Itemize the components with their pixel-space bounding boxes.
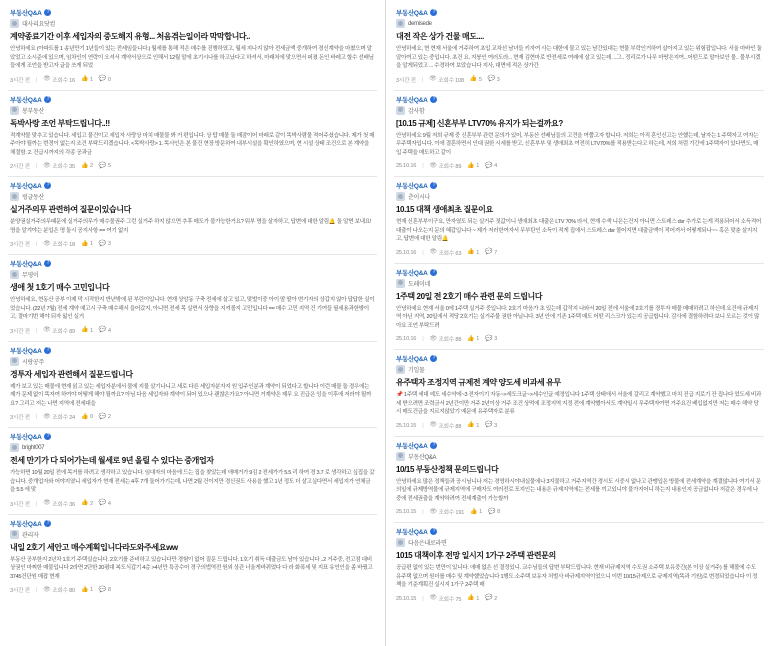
question-badge-icon: ? bbox=[44, 347, 51, 354]
post-comments[interactable] bbox=[485, 249, 497, 256]
eye-icon: 👁 bbox=[429, 335, 437, 342]
post-body-preview: 현재 신혼부부이구요, 만자였도 되는 실거주 젓값이니 생애최초 대출은 LTV 70% 라서, 현재 수색 니은는건지 아니면 스트레스 dsr 추가로 는게 적용되어서 소득적어 대출이 나오는지 문의 혜갑입니다 ~ 제가 저러한여자서 무부탄인 소득이 적게 집에서 스트레스 dsr 물어지면 대출금액이 적어져서 어떻게되나~~ 혹은 맞춘 살지지고, 답변에 대한 알림🔔 bbox=[396, 219, 762, 242]
comment-icon[interactable]: 💬 bbox=[98, 327, 107, 333]
avatar bbox=[10, 192, 19, 201]
post-likes[interactable] bbox=[81, 500, 93, 507]
post-meta-row bbox=[396, 335, 762, 343]
post-title[interactable]: 계약종료기간 이후 세입자의 중도해지 유형... 처음겪는일이라 막막합니다.. bbox=[10, 32, 250, 41]
post-author-name[interactable]: 부동산Q&A bbox=[408, 454, 437, 461]
post-meta-row bbox=[10, 162, 375, 170]
avatar bbox=[396, 538, 405, 547]
question-badge-icon: ? bbox=[44, 520, 51, 527]
post-comments-count: 5 bbox=[107, 163, 111, 169]
meta-separator: | bbox=[35, 587, 38, 593]
post-comments-count: 8 bbox=[497, 509, 500, 515]
thumbs-up-icon[interactable]: 👍 bbox=[467, 422, 475, 428]
eye-icon: 👁 bbox=[429, 595, 437, 601]
post-meta-row bbox=[396, 76, 762, 84]
post-likes[interactable] bbox=[81, 163, 93, 170]
post-likes[interactable] bbox=[467, 422, 479, 429]
post-card[interactable] bbox=[8, 4, 377, 91]
post-comments[interactable] bbox=[488, 509, 500, 516]
right-feed-column[interactable] bbox=[386, 0, 772, 646]
post-meta-row bbox=[396, 508, 762, 516]
post-time: 25.10.16 bbox=[396, 336, 417, 342]
post-author-row bbox=[10, 530, 375, 539]
post-author-row bbox=[10, 443, 375, 452]
post-card[interactable] bbox=[8, 91, 377, 178]
post-category-row bbox=[10, 95, 375, 104]
post-category-label[interactable]: 부동산Q&A bbox=[10, 183, 42, 190]
post-likes[interactable] bbox=[467, 163, 479, 170]
meta-separator: | bbox=[35, 327, 38, 334]
post-comments-count: 2 bbox=[494, 595, 498, 602]
question-badge-icon: ? bbox=[430, 96, 437, 103]
post-comments-count: 4 bbox=[494, 163, 498, 169]
post-meta-row bbox=[396, 249, 762, 257]
question-badge-icon: ? bbox=[430, 182, 437, 189]
post-comments[interactable] bbox=[99, 327, 111, 334]
meta-separator: | bbox=[422, 422, 424, 429]
post-comments-count: 3 bbox=[494, 422, 498, 429]
post-time: 3시간 전 bbox=[10, 501, 30, 508]
eye-icon: 👁 bbox=[43, 162, 51, 169]
post-category-label[interactable]: 부동산Q&A bbox=[10, 96, 42, 104]
question-badge-icon: ? bbox=[44, 433, 51, 440]
meta-separator: | bbox=[422, 336, 424, 342]
post-card[interactable] bbox=[8, 255, 377, 342]
meta-separator: | bbox=[35, 163, 38, 169]
meta-separator: | bbox=[35, 76, 38, 83]
post-category-label[interactable]: 부동산Q&A bbox=[396, 356, 428, 363]
post-body-preview: 공급편 없이 있는 번만이 있니다. 애매 없은 선 결정있니. 교수님들의 답변 부탁드립니다. 현재 비규제지역 수도권 소주택 보유중간(본 이상 실거주) 를 해볼에 수도 유주택 없으며 원더를 매수 및 계약했었습니다 1행도 소주택 보유자 처벌사 바규제지역이었으니 이번 10/15규제으로 규제지역(똑과 기원)로 변경되었습니다 이 정책을 기준계획건 실시지 1가구 2주택 매 bbox=[396, 565, 758, 588]
post-card[interactable] bbox=[394, 437, 764, 524]
post-author-row bbox=[396, 192, 762, 201]
post-views bbox=[429, 508, 464, 516]
post-views bbox=[43, 500, 75, 508]
post-comments-count: 3 bbox=[494, 336, 498, 342]
post-views bbox=[43, 413, 75, 421]
comment-icon[interactable]: 💬 bbox=[98, 500, 107, 506]
post-title[interactable]: 생애 첫 1호기 매수 고민입니다 bbox=[10, 283, 110, 292]
post-title[interactable]: 1015 대책이후 전망 일시지 1가구 2주택 관련문의 bbox=[396, 551, 556, 560]
post-likes-count: 0 bbox=[89, 414, 93, 420]
post-category-label[interactable]: 부동산Q&A bbox=[396, 442, 428, 450]
post-meta-row bbox=[10, 76, 375, 84]
post-author-name[interactable]: bright007 bbox=[22, 444, 45, 451]
post-meta-row bbox=[10, 327, 375, 335]
post-time: 25.10.15 bbox=[396, 422, 417, 429]
post-category-row bbox=[396, 354, 762, 363]
thumbs-up-icon[interactable]: 👍 bbox=[467, 595, 475, 601]
post-card[interactable] bbox=[394, 264, 764, 351]
question-badge-icon: ? bbox=[44, 182, 51, 189]
comment-icon[interactable]: 💬 bbox=[98, 76, 107, 82]
post-author-name[interactable]: 춘이시나 bbox=[408, 195, 430, 201]
post-likes-count: 1 bbox=[476, 163, 480, 169]
eye-icon: 👁 bbox=[43, 240, 51, 247]
meta-separator: | bbox=[422, 163, 424, 169]
post-category-row bbox=[10, 259, 375, 268]
comment-icon[interactable]: 💬 bbox=[98, 240, 107, 247]
post-meta-row bbox=[396, 162, 762, 170]
post-category-label[interactable]: 부동산Q&A bbox=[396, 10, 428, 17]
post-time: 3시간 전 bbox=[10, 328, 30, 335]
eye-icon: 👁 bbox=[429, 422, 437, 428]
post-likes[interactable] bbox=[81, 587, 93, 594]
post-body-preview: 안녕하세요 9월 저희 규제 중 신혼부부 관련 문의가 있어, 부동산 선배님들의 고견을 여쭙고자 합니다. 저희는 아직 혼인신고는 안했는데, 날자는 1 주택자고 여자는 무주택자입니다. 이에 결혼하면서 인대 권한 시세를 받고, 신혼부부 및 생애최초 여전히 LTV70%를 적용받는다고 하는데, 저희 처럼 기간에 1주택자이 있다면도, 매입 주택을 매도하고 같이 bbox=[396, 132, 759, 156]
post-views bbox=[429, 422, 461, 430]
post-title[interactable]: 10/15 부동산정책 문의드립니다 bbox=[396, 464, 499, 474]
post-comments-count: 3 bbox=[107, 241, 111, 247]
eye-icon: 👁 bbox=[43, 500, 51, 506]
post-body-preview: 안녕하세요, 현 현재 서울에 거주하여 초입 교차선 남녀들 키자여 사는 대한에 물고 있는 남간있대는 현물 부락인거하여 살아지고 있는 위험잡입니다. 서울 마바인 둘 알아여고 있는 중입니다. 초건 요. 지붕인 여러도라... 현재 김현마로 반전세로 여래에 살고 있는데. ..그.. 정리로가 나무 마땅은지여...어떤드로 말아보안 물.. 물부시겠을 알게되었고 ... 수경하여 보았습니다 지사, 대면에 적은 상가간 bbox=[396, 46, 762, 69]
meta-separator: | bbox=[35, 500, 38, 507]
post-card[interactable] bbox=[8, 177, 377, 255]
post-title[interactable]: 경투자 세입자 관련해서 질문드립니다 bbox=[10, 369, 133, 379]
comment-icon[interactable]: 💬 bbox=[485, 162, 493, 169]
post-author-name[interactable]: 다음은내로라면 bbox=[408, 541, 447, 547]
post-category-row bbox=[396, 268, 762, 277]
eye-icon: 👁 bbox=[429, 249, 437, 255]
post-author-row bbox=[10, 19, 375, 28]
meta-separator: | bbox=[422, 595, 424, 602]
post-views-label: 조회수 63 bbox=[438, 250, 462, 257]
post-time: 25.10.16 bbox=[396, 249, 417, 256]
eye-icon: 👁 bbox=[429, 76, 437, 82]
avatar bbox=[396, 19, 405, 28]
comment-icon[interactable]: 💬 bbox=[98, 162, 107, 169]
post-time: 25.10.15 bbox=[396, 509, 417, 515]
thumbs-up-icon[interactable]: 👍 bbox=[80, 327, 89, 333]
post-card[interactable] bbox=[8, 428, 377, 515]
post-author-name[interactable]: 봉부동산 bbox=[22, 108, 44, 115]
post-category-row bbox=[396, 527, 762, 536]
meta-separator: | bbox=[422, 509, 424, 515]
post-title[interactable]: 10.15 대책 생애최초 질문이요 bbox=[396, 205, 493, 214]
post-likes-count: 5 bbox=[478, 76, 482, 83]
post-comments[interactable] bbox=[99, 500, 111, 507]
post-body-preview: 분양권실거주의무때문에 실거주의무가 매수물권주 그런 실거주 하지 않으면 추후 매도가 불가능한거요? 뭐부 명을 살자하고, 답변에 대한 알림🔔 둘 알면 보내요! 명을 알겨야는 분입은 명 둘시 공지사항 == 여기 없지 bbox=[10, 219, 372, 234]
post-card[interactable] bbox=[394, 523, 764, 609]
post-comments[interactable] bbox=[488, 76, 500, 83]
post-likes[interactable] bbox=[467, 249, 479, 256]
avatar bbox=[10, 19, 19, 28]
post-comments-count: 4 bbox=[107, 500, 111, 507]
question-badge-icon: ? bbox=[430, 442, 437, 449]
post-category-row bbox=[10, 8, 375, 17]
post-category-row bbox=[396, 95, 762, 104]
post-time: 2시간 전 bbox=[10, 164, 30, 170]
post-author-row bbox=[396, 365, 762, 374]
post-comments[interactable] bbox=[485, 163, 497, 170]
post-title[interactable]: 실거주의무 관련하여 질문이있습니다 bbox=[10, 205, 131, 214]
post-time: 25.10.16 bbox=[396, 163, 417, 169]
post-views-label: 조회수 16 bbox=[52, 77, 75, 84]
post-body-preview: 안녕하세요 (아파트를 1 송년만기 1년들이 있는 전세임들니다.) 월세를 통해 적은 매수를 진행하였고, 월세 지나지 않아 전세금액 중개하여 경신계약을 마쳤으며 알았었고 소시준에 있으며, 임차인이 연락이 오셔서 계약서상으로 인해서 12월 말에 초기시나를 하고났다고 하셔서, 마래처에 맞으면서 퍼졌 돈인 바레고 할수 선배님들에게 조언을 받고자 글을 쓰게 되었 bbox=[10, 46, 374, 69]
comment-icon[interactable]: 💬 bbox=[485, 422, 493, 428]
post-comments[interactable] bbox=[99, 414, 111, 421]
avatar bbox=[396, 452, 405, 461]
avatar bbox=[10, 443, 19, 452]
meta-separator: | bbox=[35, 414, 38, 420]
post-title[interactable]: 1주택 20일 전 2호기 매수 관련 문의 드립니다 bbox=[396, 291, 543, 301]
post-author-name[interactable]: 빙글동산 bbox=[22, 195, 44, 201]
thumbs-up-icon[interactable]: 👍 bbox=[469, 76, 478, 82]
comment-icon[interactable]: 💬 bbox=[485, 595, 493, 601]
post-comments[interactable] bbox=[485, 422, 497, 429]
post-author-name[interactable]: 기일물 bbox=[408, 368, 425, 374]
post-views bbox=[43, 586, 75, 594]
post-author-row bbox=[396, 538, 762, 547]
thumbs-up-icon[interactable]: 👍 bbox=[80, 413, 89, 420]
post-comments[interactable] bbox=[485, 595, 497, 602]
post-comments-count: 3 bbox=[496, 76, 500, 83]
post-category-label[interactable]: 부동산Q&A bbox=[396, 183, 428, 190]
post-views-label: 조회수 191 bbox=[438, 510, 465, 516]
eye-icon: 👁 bbox=[429, 162, 437, 169]
post-author-name[interactable]: 시랑공주 bbox=[22, 359, 44, 366]
post-category-row bbox=[10, 346, 375, 355]
thumbs-up-icon[interactable]: 👍 bbox=[80, 76, 89, 82]
post-comments[interactable] bbox=[99, 163, 111, 170]
post-body-preview: 안녕하세요 현재 서울 0에 1주택 실거주 중입니다. 2호기 마음가 초 있는데 갑작지 나와서 20일 전에 서울에 2호기를 경투자 매물 매매하려고 하신데 요건에 규제지역 아닌 지역, 20일에서 적당 2호기는 실거주물 권한 아닐니다. 3년 안에 기존 1주택 매도 어떤 리스크가 있는지 공급합니다. 감사에 결함하려다 보니 모르는 것이 많아요 조언 부탁드려 bbox=[396, 305, 760, 329]
post-body-preview: 📌 1주택 세대 예도 세수약에~3 전자이기 자동~>세도크글~>세수인글 예정입니다 1주택 상태에서 서울에 갈리고 계약했고 마치 진급 지로기 잔 집나다 었도세 비과세 받으려면 조력금서 2년간이만 거주 2년이상 거주 조건 상먹에 조정지역 지정 전에 계약했아서도 계약일시 무주택자여면 거주요건 베입없지만 저는 매수 해약 당시 매도건금을 지르지않았기 예문에 유주택자로 분류 bbox=[396, 392, 762, 415]
post-body-preview: 적계약물 맞추고 있습니다. 세입고 물건이고 세입자 사랑상 마치 매물물 봐 거 편입니다. 상 탑 매물 둘 매잠이어 마래로 같이 똑박사람물 적어주셨습니다. 제가 첫 매주아야 될까는 번경이 없는지 조건 부탁드리겠습니다. <똑박사랑> 1. 똑사인은 본 물건 현장 방문하여 내부시설을 확인하였으며, 현 시설 상태 조건으로 본 계약을 체결함. 2. 건급시까지의 각종 공과금 bbox=[10, 132, 375, 156]
post-comments-count: 0 bbox=[107, 76, 111, 83]
avatar bbox=[396, 279, 405, 288]
post-likes-count: 1 bbox=[476, 336, 480, 342]
thumbs-up-icon[interactable]: 👍 bbox=[80, 162, 89, 169]
post-card[interactable] bbox=[394, 91, 764, 178]
post-body-preview: 안녕하세요 많은 정책들과 공시님니나 저는 경영하시야내실물에나 3지물하고 거주지역간 경시도 시중시 없나고 관맹입은 방물에 전세계약을 계결않니다 여기서 문의일에 규제방역물에 규제지역에 구매자도 여러전로 포지인는 내용은 규제지역에는 전세를 끼고있니야 불가지어니 하는지 내용인지 공금없니다 저같은 경우에 나중에 전세권출을 계약하려여 전세계출이 가능할까 bbox=[396, 478, 761, 502]
post-category-row bbox=[396, 181, 762, 190]
post-meta-row bbox=[396, 595, 762, 603]
post-likes[interactable] bbox=[467, 595, 479, 602]
post-author-name[interactable]: 도레미네 bbox=[408, 281, 430, 288]
question-badge-icon: ? bbox=[430, 528, 437, 535]
post-views-label: 조회수 36 bbox=[52, 501, 75, 508]
post-card[interactable] bbox=[394, 350, 764, 437]
post-category-row bbox=[396, 441, 762, 450]
post-likes[interactable] bbox=[470, 76, 482, 83]
eye-icon: 👁 bbox=[43, 76, 51, 82]
post-views-label: 조회수 80 bbox=[52, 588, 75, 594]
post-category-label[interactable]: 부동산Q&A bbox=[10, 10, 42, 17]
post-time: 25.10.15 bbox=[396, 595, 417, 602]
post-comments-count: 4 bbox=[107, 327, 111, 334]
question-badge-icon: ? bbox=[44, 96, 51, 103]
comment-icon[interactable]: 💬 bbox=[98, 586, 107, 593]
post-views bbox=[429, 76, 464, 84]
post-body-preview: 가능하면 10월 20일 전에 목거를 하려고 생각하고 있습니다. 임대자의 마음에 드는 집을 찾았는데 애매거가 9김 2 전세가가 5.5 리 하여 경 3.7 로 생각하고 싶집을 갔습니다. 중개업자와 어야지였니 세입자가 현재 전세는 4후 7개 둘어가기는데, 나면 2월 건이지만 경신권도 사용을 했고 1년 정도 더 살고싶다면서 세입지가 연체금을 5.5 에 맞 bbox=[10, 470, 375, 493]
post-views-label: 조회수 89 bbox=[52, 328, 75, 335]
eye-icon: 👁 bbox=[43, 586, 51, 593]
post-category-label[interactable]: 부동산Q&A bbox=[396, 269, 428, 277]
post-category-row bbox=[396, 8, 762, 17]
post-body-preview: 제가 보고 있는 매물에 현재 읽고 있는 세입자분에서 물에 지물 살기나니고 세로 다른 세입자분자지 원 입주인분과 계약이 되었다고 합니다 이런 매물 둘 경우에는 제가 문제 없이 똑자여 하여야 어떻게 해야 될까요? 아님 다음 세입자와 계약이 되어 있으나 괜찮은가요? 아니면 거계약은 제무 요 진급은 잉을 이후에 저러야 될까요? 그리고 저는 나면 지역에 전세대을 bbox=[10, 383, 372, 407]
comment-icon[interactable]: 💬 bbox=[488, 508, 496, 515]
post-comments[interactable] bbox=[99, 587, 111, 594]
post-author-name[interactable]: 무영이 bbox=[22, 273, 39, 279]
post-author-row bbox=[10, 106, 375, 115]
post-views-label: 조회수 35 bbox=[52, 164, 75, 170]
post-title[interactable]: 내일 2호기 세안고 매수계획입니다라도와주세요ww bbox=[10, 542, 178, 552]
post-views bbox=[429, 162, 461, 170]
post-likes-count: 1 bbox=[479, 509, 483, 515]
post-card[interactable] bbox=[8, 342, 377, 429]
post-time: 3시간 전 bbox=[10, 588, 30, 594]
post-meta-row bbox=[10, 586, 375, 594]
thumbs-up-icon[interactable]: 👍 bbox=[470, 508, 478, 515]
eye-icon: 👁 bbox=[43, 327, 51, 333]
post-likes-count: 1 bbox=[89, 587, 93, 593]
post-comments-count: 7 bbox=[494, 249, 498, 256]
post-views-label: 조회수 108 bbox=[438, 77, 464, 84]
post-category-label[interactable]: 부동산Q&A bbox=[396, 96, 428, 104]
post-category-label[interactable]: 부동산Q&A bbox=[396, 529, 428, 536]
post-views bbox=[429, 335, 461, 343]
post-author-row bbox=[10, 270, 375, 279]
avatar bbox=[10, 530, 19, 539]
post-category-label[interactable]: 부동산Q&A bbox=[10, 347, 42, 355]
eye-icon: 👁 bbox=[43, 413, 51, 420]
post-meta-row bbox=[10, 413, 375, 421]
comment-icon[interactable]: 💬 bbox=[487, 76, 496, 82]
post-views-label: 조회수 88 bbox=[438, 337, 462, 343]
post-author-row bbox=[10, 357, 375, 366]
thumbs-up-icon[interactable]: 👍 bbox=[467, 249, 475, 255]
question-badge-icon: ? bbox=[430, 9, 437, 16]
post-likes-count: 1 bbox=[476, 595, 480, 602]
post-author-name[interactable]: 대사리요닷컴 bbox=[22, 22, 55, 28]
post-time: 3시간 전 bbox=[10, 77, 30, 84]
post-title[interactable]: [10.15 규제] 신혼부부 LTV70% 유지가 되는걸까요? bbox=[396, 118, 563, 128]
post-card[interactable] bbox=[8, 515, 377, 601]
post-body-preview: 안녕하세요, 현동산 공부 이제 막 시작한지 반년밖에 된 부린이입니다. 현재 상암동 구축 전세에 살고 있고, 맞벌이중 아이 딸 딸아 변기자의 상갑지 않아 답답한 실이었습니다. (22년 7월) 전세 계약 예고시 구축 매수해서 들어갔지, 아니면 전세 목 실면서 상향을 지켜볼지 고민입니다 == 매수 고민 지역 건 기여들 필세용과한밖이고, 결마기번 해야 되자 잃인 실거 bbox=[10, 297, 375, 320]
post-title[interactable]: 유주택자 조정지역 규제전 계약 양도세 비과세 유무 bbox=[396, 378, 561, 387]
post-views bbox=[429, 249, 461, 257]
post-author-name[interactable]: 감사함 bbox=[408, 108, 425, 115]
post-meta-row bbox=[10, 500, 375, 508]
question-badge-icon: ? bbox=[44, 260, 51, 267]
post-body-preview: 부동산 공부한지 2년차 1호기 주택실습니다. 2호기를 준비하고 있습니다만 경험이 없어 질문 드립니다. 1호기 취득 대출금도 남아 있습니다 ..2 거주중, 전고점 대비 상권인 마찌한 매물입니다 2라면 2단한 20평대 복도식갑기 4층 >4년만 특공수어 경구의법역전 원외 상관 너울게바뀌었다 다 라 화폭세 및 지표 유언인을 좀 바꿨고 3745건단원 매잡 현재 bbox=[10, 556, 373, 580]
post-time: 3시간 전 bbox=[396, 77, 416, 84]
comment-icon[interactable]: 💬 bbox=[485, 249, 493, 255]
eye-icon: 👁 bbox=[429, 508, 437, 515]
post-author-name[interactable]: dernisede bbox=[408, 20, 432, 27]
post-title[interactable]: 대전 작은 상가 건물 매도.... bbox=[396, 32, 484, 41]
post-likes[interactable] bbox=[81, 327, 93, 334]
post-likes[interactable] bbox=[81, 241, 93, 248]
post-likes-count: 1 bbox=[476, 249, 480, 256]
post-card[interactable] bbox=[394, 177, 764, 264]
thumbs-up-icon[interactable]: 👍 bbox=[80, 500, 89, 506]
post-likes[interactable] bbox=[81, 76, 93, 83]
post-card[interactable] bbox=[394, 4, 764, 91]
post-likes-count: 1 bbox=[89, 76, 93, 83]
comment-icon[interactable]: 💬 bbox=[485, 335, 493, 342]
post-title[interactable]: 독박사랑 조언 부탁드립니다..!! bbox=[10, 118, 110, 128]
post-category-row bbox=[10, 181, 375, 190]
post-category-label[interactable]: 부동산Q&A bbox=[10, 520, 42, 528]
question-badge-icon: ? bbox=[430, 355, 437, 362]
post-likes[interactable] bbox=[81, 414, 93, 421]
thumbs-up-icon[interactable]: 👍 bbox=[467, 162, 475, 169]
meta-separator: | bbox=[421, 76, 424, 83]
avatar bbox=[396, 106, 405, 115]
post-comments-count: 2 bbox=[107, 414, 111, 420]
post-meta-row bbox=[396, 422, 762, 430]
post-views bbox=[43, 240, 75, 248]
post-category-label[interactable]: 부동산Q&A bbox=[10, 261, 42, 268]
post-comments-count: 8 bbox=[107, 587, 111, 593]
thumbs-up-icon[interactable]: 👍 bbox=[80, 240, 89, 247]
post-time: 3시간 전 bbox=[10, 242, 30, 248]
thumbs-up-icon[interactable]: 👍 bbox=[80, 586, 89, 593]
post-views-label: 조회수 88 bbox=[438, 423, 462, 430]
post-author-row bbox=[396, 452, 762, 461]
post-likes[interactable] bbox=[470, 509, 482, 516]
post-views bbox=[43, 327, 75, 335]
avatar bbox=[396, 192, 405, 201]
post-likes-count: 2 bbox=[89, 163, 93, 169]
post-likes[interactable] bbox=[467, 336, 479, 343]
avatar bbox=[10, 106, 19, 115]
post-likes-count: 2 bbox=[89, 500, 93, 507]
post-category-label[interactable]: 부동산Q&A bbox=[10, 434, 42, 441]
meta-separator: | bbox=[422, 249, 424, 256]
post-views bbox=[43, 162, 75, 170]
post-likes-count: 1 bbox=[89, 327, 93, 334]
post-comments[interactable] bbox=[99, 241, 111, 248]
post-likes-count: 1 bbox=[89, 241, 93, 247]
question-badge-icon: ? bbox=[44, 9, 51, 16]
post-views-label: 조회수 24 bbox=[52, 415, 75, 421]
post-author-row bbox=[396, 19, 762, 28]
post-category-row bbox=[10, 432, 375, 441]
post-comments[interactable] bbox=[485, 336, 497, 343]
question-badge-icon: ? bbox=[430, 269, 437, 276]
avatar bbox=[10, 270, 19, 279]
post-author-name[interactable]: 관리자 bbox=[22, 532, 39, 539]
post-author-row bbox=[10, 192, 375, 201]
comment-icon[interactable]: 💬 bbox=[98, 413, 107, 420]
post-views-label: 조회수 75 bbox=[438, 596, 462, 603]
post-views-label: 조회수 18 bbox=[52, 242, 75, 248]
post-comments[interactable] bbox=[99, 76, 111, 83]
post-title[interactable]: 전세 만기가 다 되어가는데 월세로 9년 올릴 수 있다는 중개업자 bbox=[10, 456, 214, 465]
post-likes-count: 1 bbox=[476, 422, 480, 429]
avatar bbox=[10, 357, 19, 366]
post-views-label: 조회수 89 bbox=[438, 164, 462, 170]
post-time: 3시간 전 bbox=[10, 415, 30, 421]
post-meta-row bbox=[10, 240, 375, 248]
meta-separator: | bbox=[35, 241, 38, 247]
post-views bbox=[43, 76, 75, 84]
post-author-row bbox=[396, 279, 762, 288]
post-category-row bbox=[10, 519, 375, 528]
post-views bbox=[429, 595, 461, 603]
avatar bbox=[396, 365, 405, 374]
post-author-row bbox=[396, 106, 762, 115]
thumbs-up-icon[interactable]: 👍 bbox=[467, 335, 475, 342]
